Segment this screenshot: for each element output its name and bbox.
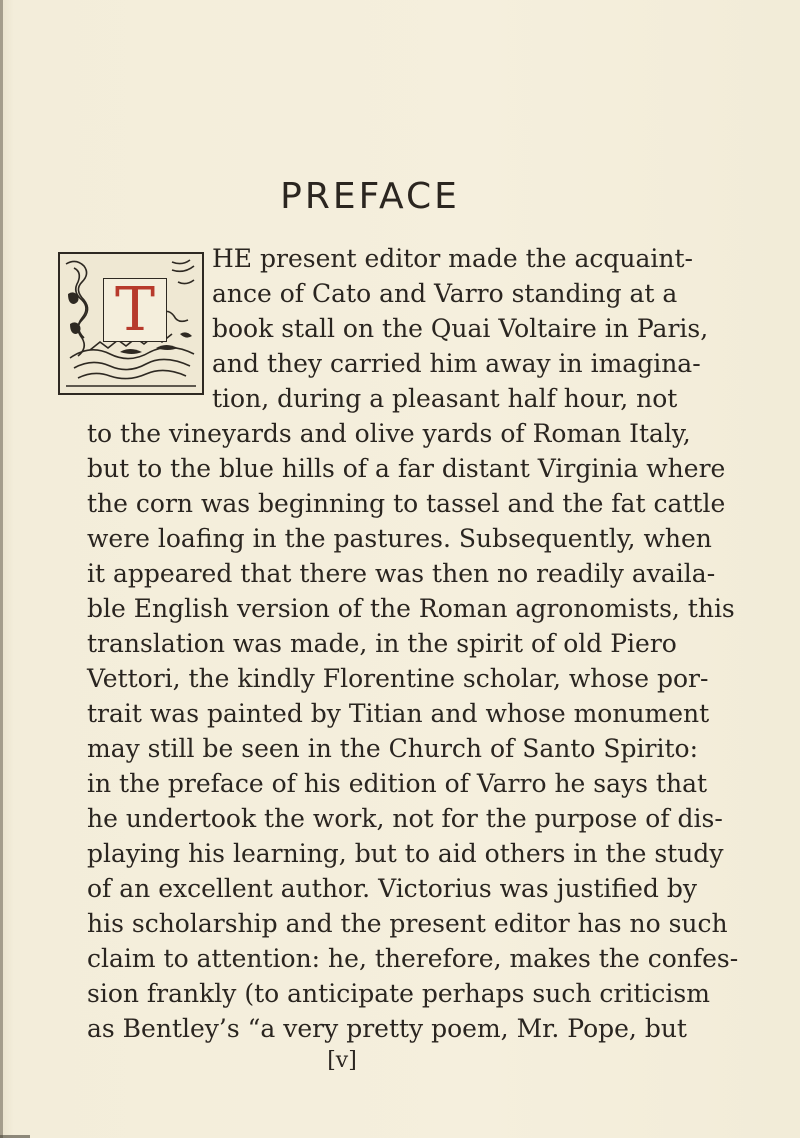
text-line: in the preface of his edition of Varro he says that [87,769,708,798]
text-line: may still be seen in the Church of Santo Spirito: [87,734,698,763]
text-line: to the vineyards and olive yards of Roman Italy, [87,419,691,448]
text-line: his scholarship and the present editor has no such [87,909,728,938]
text-line: but to the blue hills of a far distant Virginia where [87,454,726,483]
text-line: ble English version of the Roman agronomists, this [87,594,735,623]
ornamental-initial [58,252,204,395]
text-line: he undertook the work, not for the purpose of dis- [87,804,723,833]
text-line: claim to attention: he, therefore, makes the confes- [87,944,739,973]
text-line: ance of Cato and Varro standing at a [212,279,678,308]
page-title: PREFACE [280,176,460,217]
text-line: the corn was beginning to tassel and the fat cattle [87,489,726,518]
text-line: HE present editor made the acquaint- [212,244,694,273]
text-line: trait was painted by Titian and whose monument [87,699,710,728]
text-line: playing his learning, but to aid others in the study [87,839,724,868]
text-line: it appeared that there was then no readily availa- [87,559,716,588]
text-line: and they carried him away in imagina- [212,349,701,378]
text-line: were loafing in the pastures. Subsequently, when [87,524,712,553]
text-line: of an excellent author. Victorius was justified by [87,874,697,903]
text-line: tion, during a pleasant half hour, not [212,384,678,413]
drop-cap-letter: T [103,278,167,342]
text-line: as Bentley’s “a very pretty poem, Mr. Pope, but [87,1014,687,1043]
text-line: Vettori, the kindly Florentine scholar, whose por- [87,664,709,693]
text-line: sion frankly (to anticipate perhaps such criticism [87,979,710,1008]
text-line: translation was made, in the spirit of old Piero [87,629,677,658]
page-binding-edge [0,0,3,1138]
text-line: book stall on the Quai Voltaire in Paris, [212,314,709,343]
page-number: [v] [327,1048,357,1073]
